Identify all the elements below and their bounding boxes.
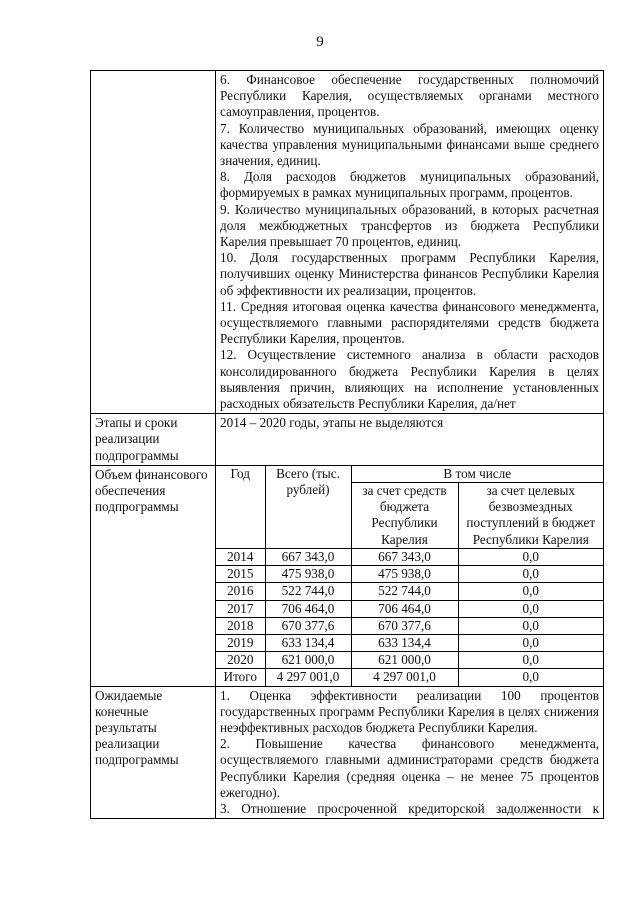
header-grants: за счет целевых безвозмездных поступлений в бюджет Республики Карелия (458, 483, 603, 549)
header-in-total: В том числе (351, 466, 603, 483)
funding-year-cell: 2019 (216, 634, 265, 651)
funding-cell (216, 465, 604, 686)
funding-total-cell: 706 464,0 (265, 600, 351, 617)
results-label: Ожидаемые конечные результаты реализации подпрограммы (91, 686, 216, 819)
funding-budget-cell: 4 297 001,0 (351, 669, 458, 686)
funding-data-row (216, 600, 603, 617)
indicator-item: 12. Осуществление системного анализа в области расходов консолидированного бюджета Республики Карелия в целях выявления причин, влияющих на исполнение установленных расходных обязательств Республики Карелия, да/нет (220, 347, 599, 412)
funding-budget-cell: 633 134,4 (351, 634, 458, 651)
indicators-list (216, 71, 604, 414)
funding-grants-cell: 0,0 (458, 669, 603, 686)
result-item: 3. Отношение просроченной кредиторской задолженности к (220, 800, 599, 816)
funding-year-cell: 2016 (216, 583, 265, 600)
funding-data-row (216, 566, 603, 583)
funding-data-row (216, 652, 603, 669)
funding-total-cell: 667 343,0 (265, 548, 351, 565)
funding-year-cell: 2017 (216, 600, 265, 617)
funding-budget-cell: 475 938,0 (351, 566, 458, 583)
funding-budget-cell: 621 000,0 (351, 652, 458, 669)
indicator-item: 10. Доля государственных программ Республики Карелия, получивших оценку Министерства финансов Республики Карелия об эффективности их реализации, процентов. (220, 250, 599, 298)
indicator-item: 11. Средняя итоговая оценка качества финансового менеджмента, осуществляемого главными распорядителями средств бюджета Республики Карелия, процентов. (220, 298, 599, 347)
funding-data-row (216, 617, 603, 634)
funding-total-cell: 670 377,6 (265, 617, 351, 634)
funding-data-row (216, 669, 603, 686)
header-total: Всего (тыс. рублей) (265, 466, 351, 549)
funding-data-row (216, 548, 603, 565)
indicator-item: 8. Доля расходов бюджетов муниципальных образований, формируемых в рамках муниципальных программ, процентов. (220, 169, 599, 201)
funding-year-cell: 2020 (216, 652, 265, 669)
page-number: 9 (316, 34, 324, 50)
funding-total-cell: 475 938,0 (265, 566, 351, 583)
results-row (91, 686, 604, 819)
indicators-row (91, 71, 604, 414)
funding-total-cell: 633 134,4 (265, 634, 351, 651)
stages-row (91, 414, 604, 466)
result-item: 2. Повышение качества финансового менеджмента, осуществляемого главными администраторами средств бюджета Республики Карелия (средняя оценка – не менее 75 процентов ежегодно). (220, 736, 599, 800)
funding-table (216, 466, 603, 686)
funding-year-cell: 2014 (216, 548, 265, 565)
funding-grants-cell: 0,0 (458, 566, 603, 583)
indicator-item: 9. Количество муниципальных образований, в которых расчетная доля межбюджетных трансфертов из бюджета Республики Карелия превышает 70 процентов, единиц. (220, 201, 599, 250)
funding-grants-cell: 0,0 (458, 617, 603, 634)
funding-total-cell: 522 744,0 (265, 583, 351, 600)
funding-label: Объем финансового обеспечения подпрограммы (91, 465, 216, 686)
header-budget: за счет средств бюджета Республики Карелия (351, 483, 458, 549)
funding-budget-cell: 522 744,0 (351, 583, 458, 600)
funding-year-cell: Итого (216, 669, 265, 686)
funding-grants-cell: 0,0 (458, 583, 603, 600)
funding-budget-cell: 706 464,0 (351, 600, 458, 617)
funding-total-cell: 621 000,0 (265, 652, 351, 669)
indicator-item: 6. Финансовое обеспечение государственных полномочий Республики Карелия, осуществляемых органами местного самоуправления, процентов. (220, 72, 599, 120)
header-year: Год (216, 466, 265, 549)
funding-data-row (216, 583, 603, 600)
funding-budget-cell: 670 377,6 (351, 617, 458, 634)
stages-value: 2014 – 2020 годы, этапы не выделяются (216, 414, 604, 466)
funding-header-row (216, 466, 603, 483)
funding-grants-cell: 0,0 (458, 652, 603, 669)
passport-table (90, 70, 604, 819)
funding-grants-cell: 0,0 (458, 634, 603, 651)
result-item: 1. Оценка эффективности реализации 100 процентов государственных программ Республики Карелия в целях снижения неэффективных расходов бюджета Республики Карелия. (220, 687, 599, 735)
funding-grants-cell: 0,0 (458, 600, 603, 617)
indicators-label-cell (91, 71, 216, 414)
funding-data-row (216, 634, 603, 651)
stages-label: Этапы и сроки реализации подпрограммы (91, 414, 216, 466)
funding-year-cell: 2018 (216, 617, 265, 634)
funding-total-cell: 4 297 001,0 (265, 669, 351, 686)
indicator-item: 7. Количество муниципальных образований, имеющих оценку качества управления муниципальными финансами выше среднего значения, единиц. (220, 120, 599, 169)
funding-grants-cell: 0,0 (458, 548, 603, 565)
results-list (216, 686, 604, 819)
funding-budget-cell: 667 343,0 (351, 548, 458, 565)
funding-row (91, 465, 604, 686)
funding-year-cell: 2015 (216, 566, 265, 583)
